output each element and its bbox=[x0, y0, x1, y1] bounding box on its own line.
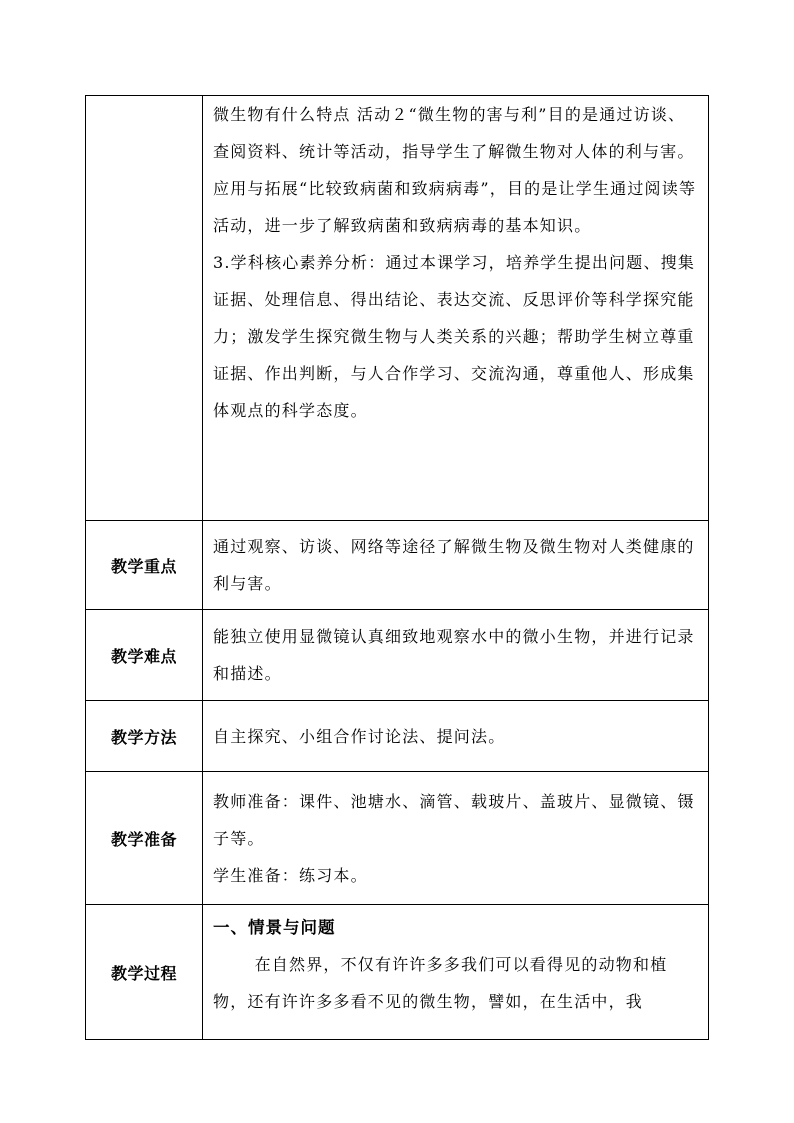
section-heading: 一、情景与问题 bbox=[213, 918, 336, 937]
table-row bbox=[86, 521, 709, 610]
row-content bbox=[203, 610, 709, 701]
paragraph: 3.学科核心素养分析：通过本课学习，培养学生提出问题、搜集证据、处理信息、得出结论、表达交流、反思评价等科学探究能力；激发学生探究微生物与人类关系的兴趣；帮助学生树立尊重证据、作出判断，与人合作学习、交流沟通，尊重他人、形成集体观点的科学态度。 bbox=[213, 253, 696, 420]
table-row bbox=[86, 96, 709, 521]
row-label-process: 教学过程 bbox=[86, 905, 203, 1040]
paragraph: 通过观察、访谈、网络等途径了解微生物及微生物对人类健康的利与害。 bbox=[213, 537, 695, 593]
row-content bbox=[203, 701, 709, 772]
table-row bbox=[86, 905, 709, 1040]
table-row bbox=[86, 701, 709, 772]
table-row bbox=[86, 772, 709, 905]
paragraph: 教师准备：课件、池塘水、滴管、载玻片、盖玻片、显微镜、镊子等。 bbox=[213, 791, 695, 848]
paragraph: 学生准备：练习本。 bbox=[213, 865, 368, 885]
lesson-plan-table bbox=[85, 95, 709, 1040]
row-label-difficulties: 教学难点 bbox=[86, 610, 203, 701]
row-label-key-points: 教学重点 bbox=[86, 521, 203, 610]
row-content bbox=[203, 772, 709, 905]
row-label-methods: 教学方法 bbox=[86, 701, 203, 772]
row-content bbox=[203, 96, 709, 521]
row-content bbox=[203, 521, 709, 610]
row-label bbox=[86, 96, 203, 521]
paragraph: 在自然界，不仅有许许多多我们可以看得见的动物和植物，还有许许多多看不见的微生物，譬如，在生活中，我 bbox=[213, 955, 668, 1011]
paragraph: 微生物有什么特点 活动２“微生物的害与利”目的是通过访谈、查阅资料、统计等活动，指导学生了解微生物对人体的利与害。应用与拓展“比较致病菌和致病病毒”，目的是让学生通过阅读等活动，进一步了解致病菌和致病病毒的基本知识。 bbox=[213, 105, 697, 235]
table-row bbox=[86, 610, 709, 701]
row-content bbox=[203, 905, 709, 1040]
row-label-preparation: 教学准备 bbox=[86, 772, 203, 905]
paragraph: 能独立使用显微镜认真细致地观察水中的微小生物，并进行记录和描述。 bbox=[213, 627, 695, 683]
paragraph: 自主探究、小组合作讨论法、提问法。 bbox=[213, 726, 506, 746]
